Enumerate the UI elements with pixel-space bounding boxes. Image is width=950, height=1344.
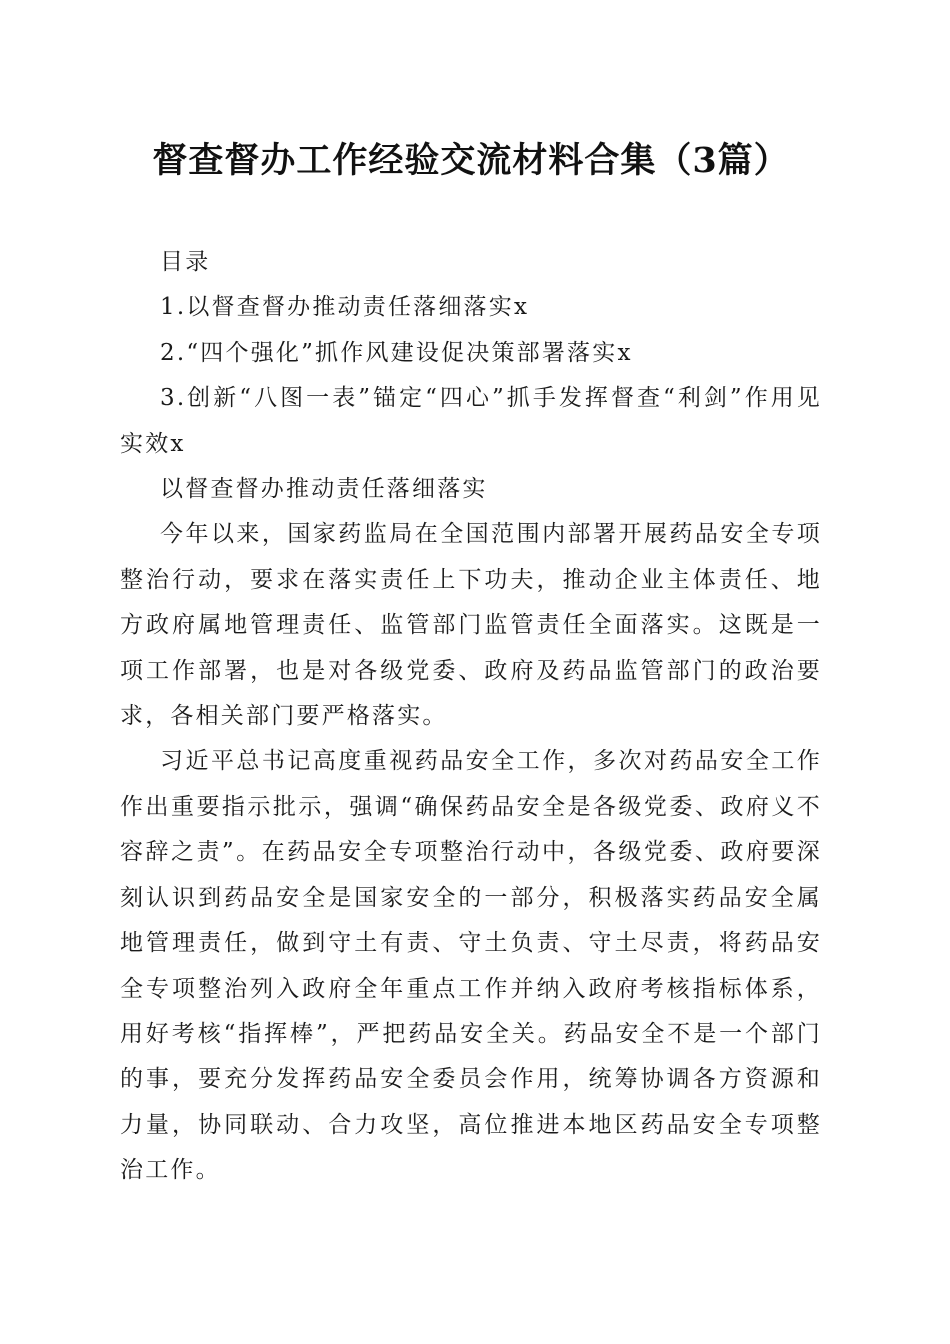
toc-item-1: 1.以督查督办推动责任落细落实x bbox=[160, 294, 530, 321]
article-heading: 以督查督办推动责任落细落实 bbox=[160, 476, 488, 503]
toc-item-2: 2.“四个强化”抓作风建设促决策部署落实x bbox=[160, 339, 633, 366]
document-title: 督查督办工作经验交流材料合集（3篇） bbox=[152, 140, 790, 181]
toc-item-3: 3.创新“八图一表”锚定“四心”抓手发挥督查“利剑”作用见实效x bbox=[120, 385, 822, 457]
toc-heading: 目录 bbox=[160, 249, 211, 275]
article-paragraph-1: 今年以来，国家药监局在全国范围内部署开展药品安全专项整治行动，要求在落实责任上下功夫，推动企业主体责任、地方政府属地管理责任、监管部门监管责任全面落实。这既是一项工作部署，也是对各级党委、政府及药品监管部门的政治要求，各相关部门要严格落实。 bbox=[120, 521, 822, 730]
document-body bbox=[120, 240, 822, 1194]
article-paragraph-2: 习近平总书记高度重视药品安全工作，多次对药品安全工作作出重要指示批示，强调“确保药品安全是各级党委、政府义不容辞之责”。在药品安全专项整治行动中，各级党委、政府要深刻认识到药品安全是国家安全的一部分，积极落实药品安全属地管理责任，做到守土有责、守土负责、守土尽责，将药品安全专项整治列入政府全年重点工作并纳入政府考核指标体系，用好考核“指挥棒”，严把药品安全关。药品安全不是一个部门的事，要充分发挥药品安全委员会作用，统筹协调各方资源和力量，协同联动、合力攻坚，高位推进本地区药品安全专项整治工作。 bbox=[120, 748, 822, 1184]
